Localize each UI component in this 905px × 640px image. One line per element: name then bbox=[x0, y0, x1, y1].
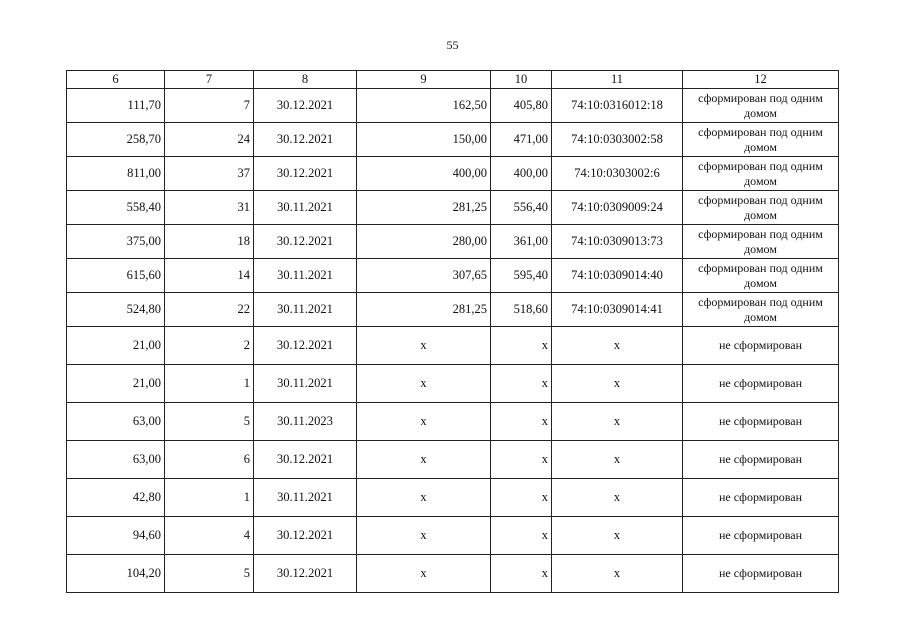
date-cell: 30.12.2021 bbox=[254, 89, 357, 123]
status-cell: сформирован под одним домом bbox=[683, 89, 839, 123]
count-cell: 1 bbox=[165, 365, 254, 403]
value-cell: 281,25 bbox=[357, 293, 491, 327]
cadastral-cell: 74:10:0309014:40 bbox=[552, 259, 683, 293]
table-row bbox=[67, 157, 839, 191]
cadastral-cell: 74:10:0303002:58 bbox=[552, 123, 683, 157]
table-row bbox=[67, 327, 839, 365]
data-table bbox=[66, 70, 839, 593]
cadastral-cell: 74:10:0309009:24 bbox=[552, 191, 683, 225]
value-cell: 281,25 bbox=[357, 191, 491, 225]
date-cell: 30.12.2021 bbox=[254, 327, 357, 365]
table-row bbox=[67, 225, 839, 259]
area-cell: 111,70 bbox=[67, 89, 165, 123]
count-cell: 4 bbox=[165, 517, 254, 555]
column-header: 9 bbox=[357, 71, 491, 89]
area-cell: 524,80 bbox=[67, 293, 165, 327]
area-cell: 42,80 bbox=[67, 479, 165, 517]
cadastral-cell: 74:10:0303002:6 bbox=[552, 157, 683, 191]
value-cell: 150,00 bbox=[357, 123, 491, 157]
column-header: 11 bbox=[552, 71, 683, 89]
date-cell: 30.12.2021 bbox=[254, 517, 357, 555]
area2-cell: 556,40 bbox=[491, 191, 552, 225]
column-header: 12 bbox=[683, 71, 839, 89]
column-header: 7 bbox=[165, 71, 254, 89]
count-cell: 5 bbox=[165, 555, 254, 593]
count-cell: 5 bbox=[165, 403, 254, 441]
cadastral-cell: х bbox=[552, 479, 683, 517]
count-cell: 6 bbox=[165, 441, 254, 479]
table-row bbox=[67, 191, 839, 225]
value-cell: 400,00 bbox=[357, 157, 491, 191]
count-cell: 18 bbox=[165, 225, 254, 259]
area2-cell: 595,40 bbox=[491, 259, 552, 293]
area-cell: 21,00 bbox=[67, 327, 165, 365]
date-cell: 30.12.2021 bbox=[254, 555, 357, 593]
area2-cell: х bbox=[491, 327, 552, 365]
page-number: 55 bbox=[446, 38, 459, 52]
area-cell: 258,70 bbox=[67, 123, 165, 157]
status-cell: не сформирован bbox=[683, 555, 839, 593]
area2-cell: 518,60 bbox=[491, 293, 552, 327]
area-cell: 63,00 bbox=[67, 403, 165, 441]
table-row bbox=[67, 123, 839, 157]
count-cell: 14 bbox=[165, 259, 254, 293]
count-cell: 1 bbox=[165, 479, 254, 517]
cadastral-cell: х bbox=[552, 365, 683, 403]
value-cell: х bbox=[357, 365, 491, 403]
area-cell: 558,40 bbox=[67, 191, 165, 225]
area2-cell: х bbox=[491, 555, 552, 593]
area2-cell: 400,00 bbox=[491, 157, 552, 191]
count-cell: 37 bbox=[165, 157, 254, 191]
column-header: 10 bbox=[491, 71, 552, 89]
date-cell: 30.11.2021 bbox=[254, 191, 357, 225]
area2-cell: 471,00 bbox=[491, 123, 552, 157]
status-cell: не сформирован bbox=[683, 517, 839, 555]
area2-cell: 405,80 bbox=[491, 89, 552, 123]
value-cell: х bbox=[357, 555, 491, 593]
table-row bbox=[67, 259, 839, 293]
value-cell: х bbox=[357, 517, 491, 555]
count-cell: 24 bbox=[165, 123, 254, 157]
count-cell: 7 bbox=[165, 89, 254, 123]
status-cell: не сформирован bbox=[683, 479, 839, 517]
area-cell: 375,00 bbox=[67, 225, 165, 259]
cadastral-cell: х bbox=[552, 517, 683, 555]
status-cell: не сформирован bbox=[683, 365, 839, 403]
value-cell: 162,50 bbox=[357, 89, 491, 123]
status-cell: сформирован под одним домом bbox=[683, 157, 839, 191]
date-cell: 30.12.2021 bbox=[254, 123, 357, 157]
header-row bbox=[67, 71, 839, 89]
date-cell: 30.11.2021 bbox=[254, 293, 357, 327]
status-cell: сформирован под одним домом bbox=[683, 293, 839, 327]
table-row bbox=[67, 517, 839, 555]
area-cell: 63,00 bbox=[67, 441, 165, 479]
date-cell: 30.11.2021 bbox=[254, 259, 357, 293]
value-cell: х bbox=[357, 403, 491, 441]
value-cell: х bbox=[357, 479, 491, 517]
area2-cell: х bbox=[491, 403, 552, 441]
cadastral-cell: х bbox=[552, 403, 683, 441]
area-cell: 94,60 bbox=[67, 517, 165, 555]
area-cell: 21,00 bbox=[67, 365, 165, 403]
count-cell: 2 bbox=[165, 327, 254, 365]
date-cell: 30.12.2021 bbox=[254, 441, 357, 479]
count-cell: 22 bbox=[165, 293, 254, 327]
table-row bbox=[67, 293, 839, 327]
status-cell: сформирован под одним домом bbox=[683, 259, 839, 293]
cadastral-cell: х bbox=[552, 327, 683, 365]
date-cell: 30.11.2021 bbox=[254, 479, 357, 517]
status-cell: сформирован под одним домом bbox=[683, 225, 839, 259]
value-cell: 280,00 bbox=[357, 225, 491, 259]
table-body bbox=[67, 89, 839, 593]
status-cell: сформирован под одним домом bbox=[683, 123, 839, 157]
table-row bbox=[67, 441, 839, 479]
area2-cell: х bbox=[491, 479, 552, 517]
cadastral-cell: 74:10:0309014:41 bbox=[552, 293, 683, 327]
status-cell: не сформирован bbox=[683, 327, 839, 365]
table-row bbox=[67, 479, 839, 517]
area-cell: 104,20 bbox=[67, 555, 165, 593]
cadastral-cell: 74:10:0316012:18 bbox=[552, 89, 683, 123]
status-cell: не сформирован bbox=[683, 403, 839, 441]
value-cell: 307,65 bbox=[357, 259, 491, 293]
area-cell: 811,00 bbox=[67, 157, 165, 191]
cadastral-cell: х bbox=[552, 555, 683, 593]
cadastral-cell: 74:10:0309013:73 bbox=[552, 225, 683, 259]
date-cell: 30.12.2021 bbox=[254, 157, 357, 191]
table-row bbox=[67, 89, 839, 123]
column-header: 8 bbox=[254, 71, 357, 89]
area2-cell: 361,00 bbox=[491, 225, 552, 259]
area2-cell: х bbox=[491, 517, 552, 555]
status-cell: не сформирован bbox=[683, 441, 839, 479]
area-cell: 615,60 bbox=[67, 259, 165, 293]
date-cell: 30.11.2023 bbox=[254, 403, 357, 441]
date-cell: 30.12.2021 bbox=[254, 225, 357, 259]
date-cell: 30.11.2021 bbox=[254, 365, 357, 403]
table-row bbox=[67, 555, 839, 593]
area2-cell: х bbox=[491, 441, 552, 479]
count-cell: 31 bbox=[165, 191, 254, 225]
cadastral-cell: х bbox=[552, 441, 683, 479]
value-cell: х bbox=[357, 441, 491, 479]
table-row bbox=[67, 403, 839, 441]
table-row bbox=[67, 365, 839, 403]
column-header: 6 bbox=[67, 71, 165, 89]
value-cell: х bbox=[357, 327, 491, 365]
area2-cell: х bbox=[491, 365, 552, 403]
status-cell: сформирован под одним домом bbox=[683, 191, 839, 225]
